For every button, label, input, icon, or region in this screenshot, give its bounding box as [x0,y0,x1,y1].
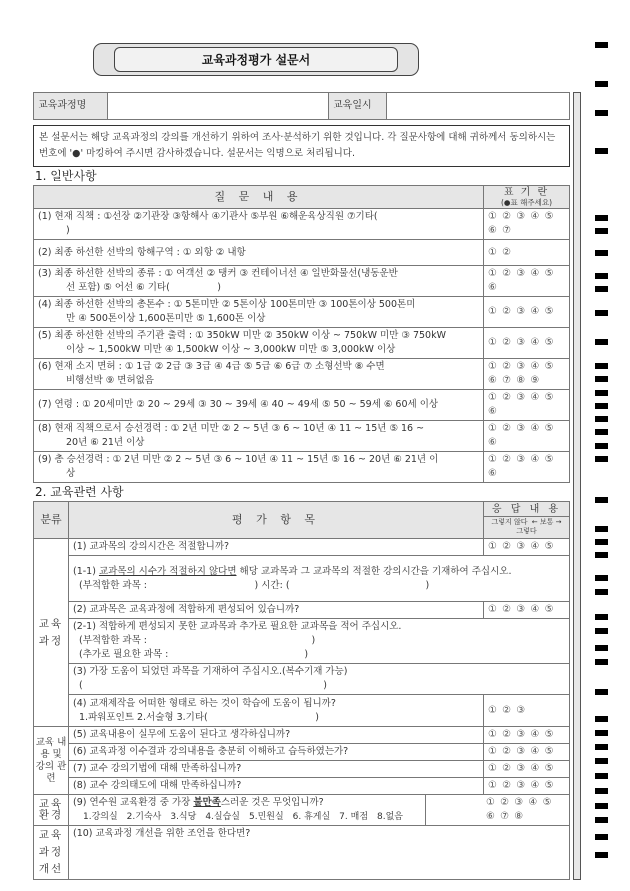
item-4: (4) 교재제작을 어떠한 형태로 하는 것이 학습에 도움이 됩니까? 1.파워포인트 2.서술형 3.기타( ) [69,695,484,727]
answer-options-7[interactable]: ① ② ③ ④ ⑤ ⑥ [484,390,570,421]
answer-options-6[interactable]: ① ② ③ ④ ⑤ ⑥ ⑦ ⑧ ⑨ [484,359,570,390]
timing-mark [595,148,608,154]
item-1-1-answer-line[interactable]: (부적합한 과목 : ) 시간: ( ) [79,579,430,591]
category-curriculum: 교육 과정 [34,539,69,727]
item-1-1: (1-1) 교과목의 시수가 적절하지 않다면 해당 교과목과 그 교과목의 적절한 강의시간을 기재하여 주십시오. (부적합한 과목 : ) 시간: ( ) [69,556,570,602]
mark-header-sub: (●표 해주세요) [500,198,552,207]
category-header: 분류 [34,502,69,539]
timing-mark [595,788,608,794]
question-header: 질 문 내 용 [34,186,484,209]
timing-mark [595,645,608,651]
timing-mark [595,215,608,221]
timing-mark [595,376,608,382]
question-4: (4) 최종 하선한 선박의 총톤수 : ① 5톤미만 ② 5톤이상 100톤미만 ③ 100톤이상 500톤미 만 ④ 500톤이상 1,600톤미만 ⑤ 1,600톤 이상 [34,297,484,328]
item-8: (8) 교수 강의태도에 대해 만족하십니까? [69,778,484,795]
item-5: (5) 교육내용이 실무에 도움이 된다고 생각하십니까? [69,727,484,744]
timing-mark [595,659,608,665]
question-5: (5) 최종 하선한 선박의 주기관 출력 : ① 350kW 미만 ② 350kW 이상 ~ 750kW 미만 ③ 750kW 이상 ~ 1,500kW 미만 ④ 1,500kW 이상 ~ 3,000kW 미만 ⑤ 3,000kW 이상 [34,328,484,359]
section1-heading: 1. 일반사항 [35,169,97,183]
item-3-answer-line[interactable]: ( ) [79,680,327,691]
timing-mark [595,575,608,581]
mark-header: 표 기 란 [503,187,550,198]
timing-mark [595,250,608,256]
timing-mark [595,390,608,396]
category-environment: 교육 환경 [34,795,69,826]
course-name-label: 교육과정명 [34,93,108,120]
timing-mark [595,773,608,779]
page-title: 교육과정평가 설문서 [114,47,398,72]
timing-mark [595,456,608,462]
question-3: (3) 최종 하선한 선박의 종류 : ① 여객선 ② 탱커 ③ 컨테이너선 ④ 일반화물선(냉동운반 선 포함) ⑤ 어선 ⑥ 기타( ) [34,266,484,297]
scale-agree: 그렇다 [516,526,537,535]
question-7: (7) 연령 : ① 20세미만 ② 20 ~ 29세 ③ 30 ~ 39세 ④ 40 ~ 49세 ⑤ 50 ~ 59세 ⑥ 60세 이상 [34,390,484,421]
question-8: (8) 현재 직책으로서 승선경력 : ① 2년 미만 ② 2 ~ 5년 ③ 6 ~ 10년 ④ 11 ~ 15년 ⑤ 16 ~ 20년 ⑥ 21년 이상 [34,421,484,452]
answer-item-9[interactable]: ① ② ③ ④ ⑤ ⑥ ⑦ ⑧ [426,795,570,826]
item-10[interactable]: (10) 교육과정 개선을 위한 조언을 한다면? [69,826,570,880]
timing-mark [595,416,608,422]
answer-options-5[interactable]: ① ② ③ ④ ⑤ [484,328,570,359]
course-date-label: 교육일시 [329,93,387,120]
course-date-field[interactable] [387,93,570,120]
intro-text: 본 설문서는 해당 교육과정의 강의를 개선하기 위하여 조사·분석하기 위한 것입니다. 각 질문사항에 대해 귀하께서 동의하시는 번호에 '●' 마킹하여 주시면 감사하겠습니다. 설문서는 익명으로 처리됩니다. [33,125,570,167]
timing-mark [595,497,608,503]
timing-mark [595,817,608,823]
timing-mark [595,539,608,545]
item-2-1: (2-1) 적합하게 편성되지 못한 교과목과 추가로 필요한 교과목을 적어 주십시오. (부적합한 과목 : ) (추가로 필요한 과목 : ) [69,619,570,664]
item-header: 평 가 항 목 [69,502,484,539]
timing-mark [595,758,608,764]
section2-heading: 2. 교육관련 사항 [35,485,124,499]
survey-body [33,92,570,880]
timing-mark [595,42,608,48]
answer-options-3[interactable]: ① ② ③ ④ ⑤ ⑥ [484,266,570,297]
answer-options-2[interactable]: ① ② [484,240,570,266]
answer-item-1[interactable]: ① ② ③ ④ ⑤ [484,539,570,556]
item-9: (9) 연수원 교육환경 중 가장 불만족스러운 것은 무엇입니까? 1.강의실 2.기숙사 3.식당 4.실습실 5.민원실 6. 휴게실 7. 매점 8.없음 [69,795,426,826]
item-2-1-line1[interactable]: (부적합한 과목 : ) [79,635,316,646]
timing-mark [595,110,608,116]
timing-mark [595,628,608,634]
answer-item-7[interactable]: ① ② ③ ④ ⑤ [484,761,570,778]
answer-item-2[interactable]: ① ② ③ ④ ⑤ [484,602,570,619]
timing-mark [595,228,608,234]
general-questions-table [33,185,570,483]
answer-options-1[interactable]: ① ② ③ ④ ⑤ ⑥ ⑦ [484,209,570,240]
timing-mark [595,363,608,369]
title-frame [93,43,419,76]
item-3: (3) 가장 도움이 되었던 과목을 기재하여 주십시오.(복수기재 가능) ( ) [69,664,570,695]
timing-mark [595,834,608,840]
question-2: (2) 최종 하선한 선박의 항해구역 : ① 외항 ② 내항 [34,240,484,266]
question-9: (9) 총 승선경력 : ① 2년 미만 ② 2 ~ 5년 ③ 6 ~ 10년 ④ 11 ~ 15년 ⑤ 16 ~ 20년 ⑥ 21년 이 상 [34,452,484,483]
answer-item-5[interactable]: ① ② ③ ④ ⑤ [484,727,570,744]
answer-item-6[interactable]: ① ② ③ ④ ⑤ [484,744,570,761]
scale-neutral: ← 보통 → [531,517,562,526]
timing-mark [595,286,608,292]
timing-mark [595,81,608,87]
item-2: (2) 교과목은 교육과정에 적합하게 편성되어 있습니까? [69,602,484,619]
item-7: (7) 교수 강의기법에 대해 만족하십니까? [69,761,484,778]
timing-mark [595,526,608,532]
timing-mark [595,744,608,750]
item-6: (6) 교육과정 이수결과 강의내용을 충분히 이해하고 습득하였는가? [69,744,484,761]
answer-options-4[interactable]: ① ② ③ ④ ⑤ [484,297,570,328]
answer-options-8[interactable]: ① ② ③ ④ ⑤ ⑥ [484,421,570,452]
timing-mark [595,443,608,449]
timing-mark [595,614,608,620]
timing-mark [595,429,608,435]
item-1: (1) 교과목의 강의시간은 적절합니까? [69,539,484,556]
timing-mark [595,730,608,736]
answer-item-4[interactable]: ① ② ③ [484,695,570,727]
course-info-table [33,92,570,120]
answer-item-8[interactable]: ① ② ③ ④ ⑤ [484,778,570,795]
response-header: 응 답 내 용 [484,504,569,517]
timing-mark [595,552,608,558]
timing-mark [595,589,608,595]
question-6: (6) 현재 소지 면허 : ① 1급 ② 2급 ③ 3급 ④ 4급 ⑤ 5급 ⑥ 6급 ⑦ 소형선박 ⑧ 수면 비행선박 ⑨ 면허없음 [34,359,484,390]
answer-options-9[interactable]: ① ② ③ ④ ⑤ ⑥ [484,452,570,483]
side-bar [573,92,581,880]
timing-mark [595,716,608,722]
timing-mark [595,852,608,858]
education-questions-table [33,501,570,880]
timing-mark [595,273,608,279]
timing-mark [595,689,608,695]
scale-disagree: 그렇지 않다 [491,517,528,526]
timing-mark [595,803,608,809]
category-improvement: 교육 과정 개선 [34,826,69,880]
course-name-field[interactable] [108,93,329,120]
item-2-1-line2[interactable]: (추가로 필요한 과목 : ) [79,649,309,660]
timing-mark [595,339,608,345]
timing-mark [595,403,608,409]
category-content: 교육 내용 및 강의 관련 [34,727,69,795]
timing-mark [595,310,608,316]
question-1: (1) 현재 직책 : ①선장 ②기관장 ③항해사 ④기관사 ⑤부원 ⑥해운육상직원 ⑦기타( ) [34,209,484,240]
